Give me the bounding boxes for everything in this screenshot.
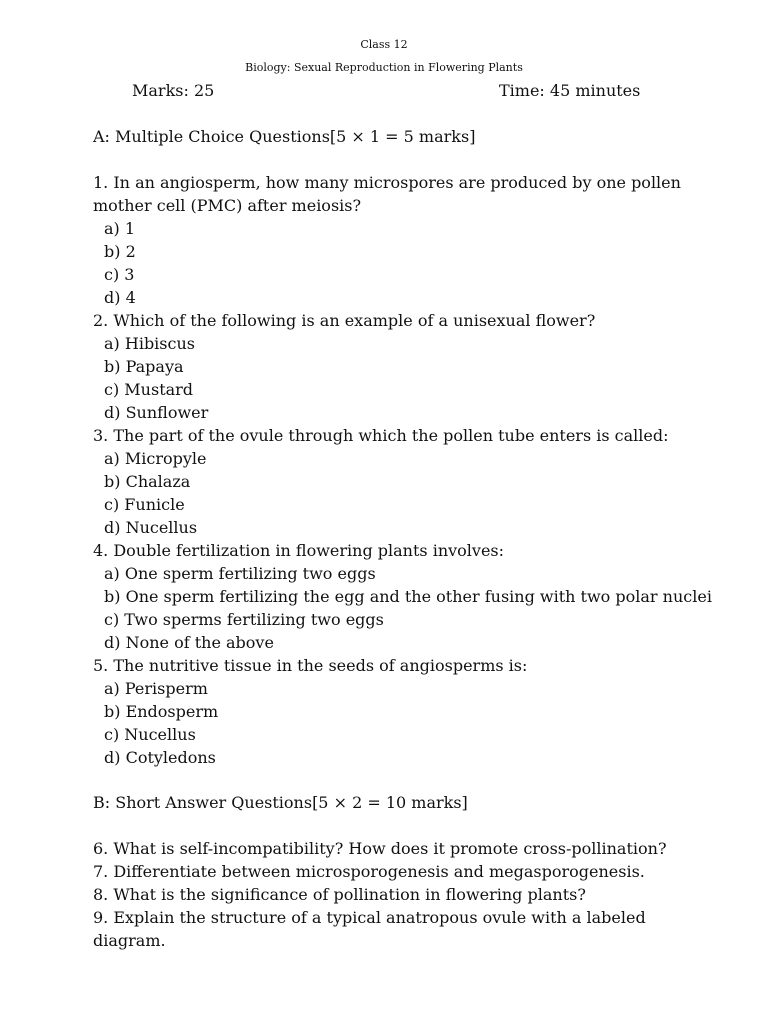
question-5: 5. The nutritive tissue in the seeds of angiosperms is: — [93, 656, 528, 675]
question-2-option-a: a) Hibiscus — [104, 334, 195, 353]
subject-title: Biology: Sexual Reproduction in Flowering Plants — [245, 61, 523, 74]
question-3-option-c: c) Funicle — [104, 495, 185, 514]
question-1-option-d: d) 4 — [104, 288, 136, 307]
question-1-option-a: a) 1 — [104, 219, 136, 238]
question-5-option-c: c) Nucellus — [104, 725, 196, 744]
question-4-option-b: b) One sperm fertilizing the egg and the other fusing with two polar nuclei — [104, 587, 712, 606]
question-2-option-c: c) Mustard — [104, 380, 194, 399]
question-4-option-a: a) One sperm fertilizing two eggs — [104, 564, 376, 583]
marks-label: Marks: 25 — [132, 81, 215, 100]
section-a-heading: A: Multiple Choice Questions[5 × 1 = 5 marks] — [93, 127, 476, 146]
question-1-option-c: c) 3 — [104, 265, 135, 284]
question-1-option-b: b) 2 — [104, 242, 136, 261]
class-title: Class 12 — [360, 38, 408, 51]
question-3-option-d: d) Nucellus — [104, 518, 198, 537]
question-7: 7. Differentiate between microsporogenesis and megasporogenesis. — [93, 862, 645, 881]
question-3-option-a: a) Micropyle — [104, 449, 207, 468]
question-5-option-a: a) Perisperm — [104, 679, 208, 698]
question-2-option-d: d) Sunflower — [104, 403, 209, 422]
time-label: Time: 45 minutes — [499, 81, 641, 100]
question-3: 3. The part of the ovule through which the pollen tube enters is called: — [93, 426, 669, 445]
question-1-line-2: mother cell (PMC) after meiosis? — [93, 196, 362, 215]
question-9-line-1: 9. Explain the structure of a typical anatropous ovule with a labeled — [93, 908, 646, 927]
question-2-option-b: b) Papaya — [104, 357, 184, 376]
question-3-option-b: b) Chalaza — [104, 472, 191, 491]
question-6: 6. What is self-incompatibility? How does it promote cross-pollination? — [93, 839, 667, 858]
question-4-option-d: d) None of the above — [104, 633, 274, 652]
section-b-heading: B: Short Answer Questions[5 × 2 = 10 marks] — [93, 793, 468, 812]
question-8: 8. What is the significance of pollination in flowering plants? — [93, 885, 586, 904]
question-4-option-c: c) Two sperms fertilizing two eggs — [104, 610, 384, 629]
question-4: 4. Double fertilization in flowering plants involves: — [93, 541, 505, 560]
question-2: 2. Which of the following is an example of a unisexual flower? — [93, 311, 596, 330]
question-1-line-1: 1. In an angiosperm, how many microspores are produced by one pollen — [93, 173, 681, 192]
question-5-option-b: b) Endosperm — [104, 702, 219, 721]
question-5-option-d: d) Cotyledons — [104, 748, 216, 767]
question-9-line-2: diagram. — [93, 931, 166, 950]
